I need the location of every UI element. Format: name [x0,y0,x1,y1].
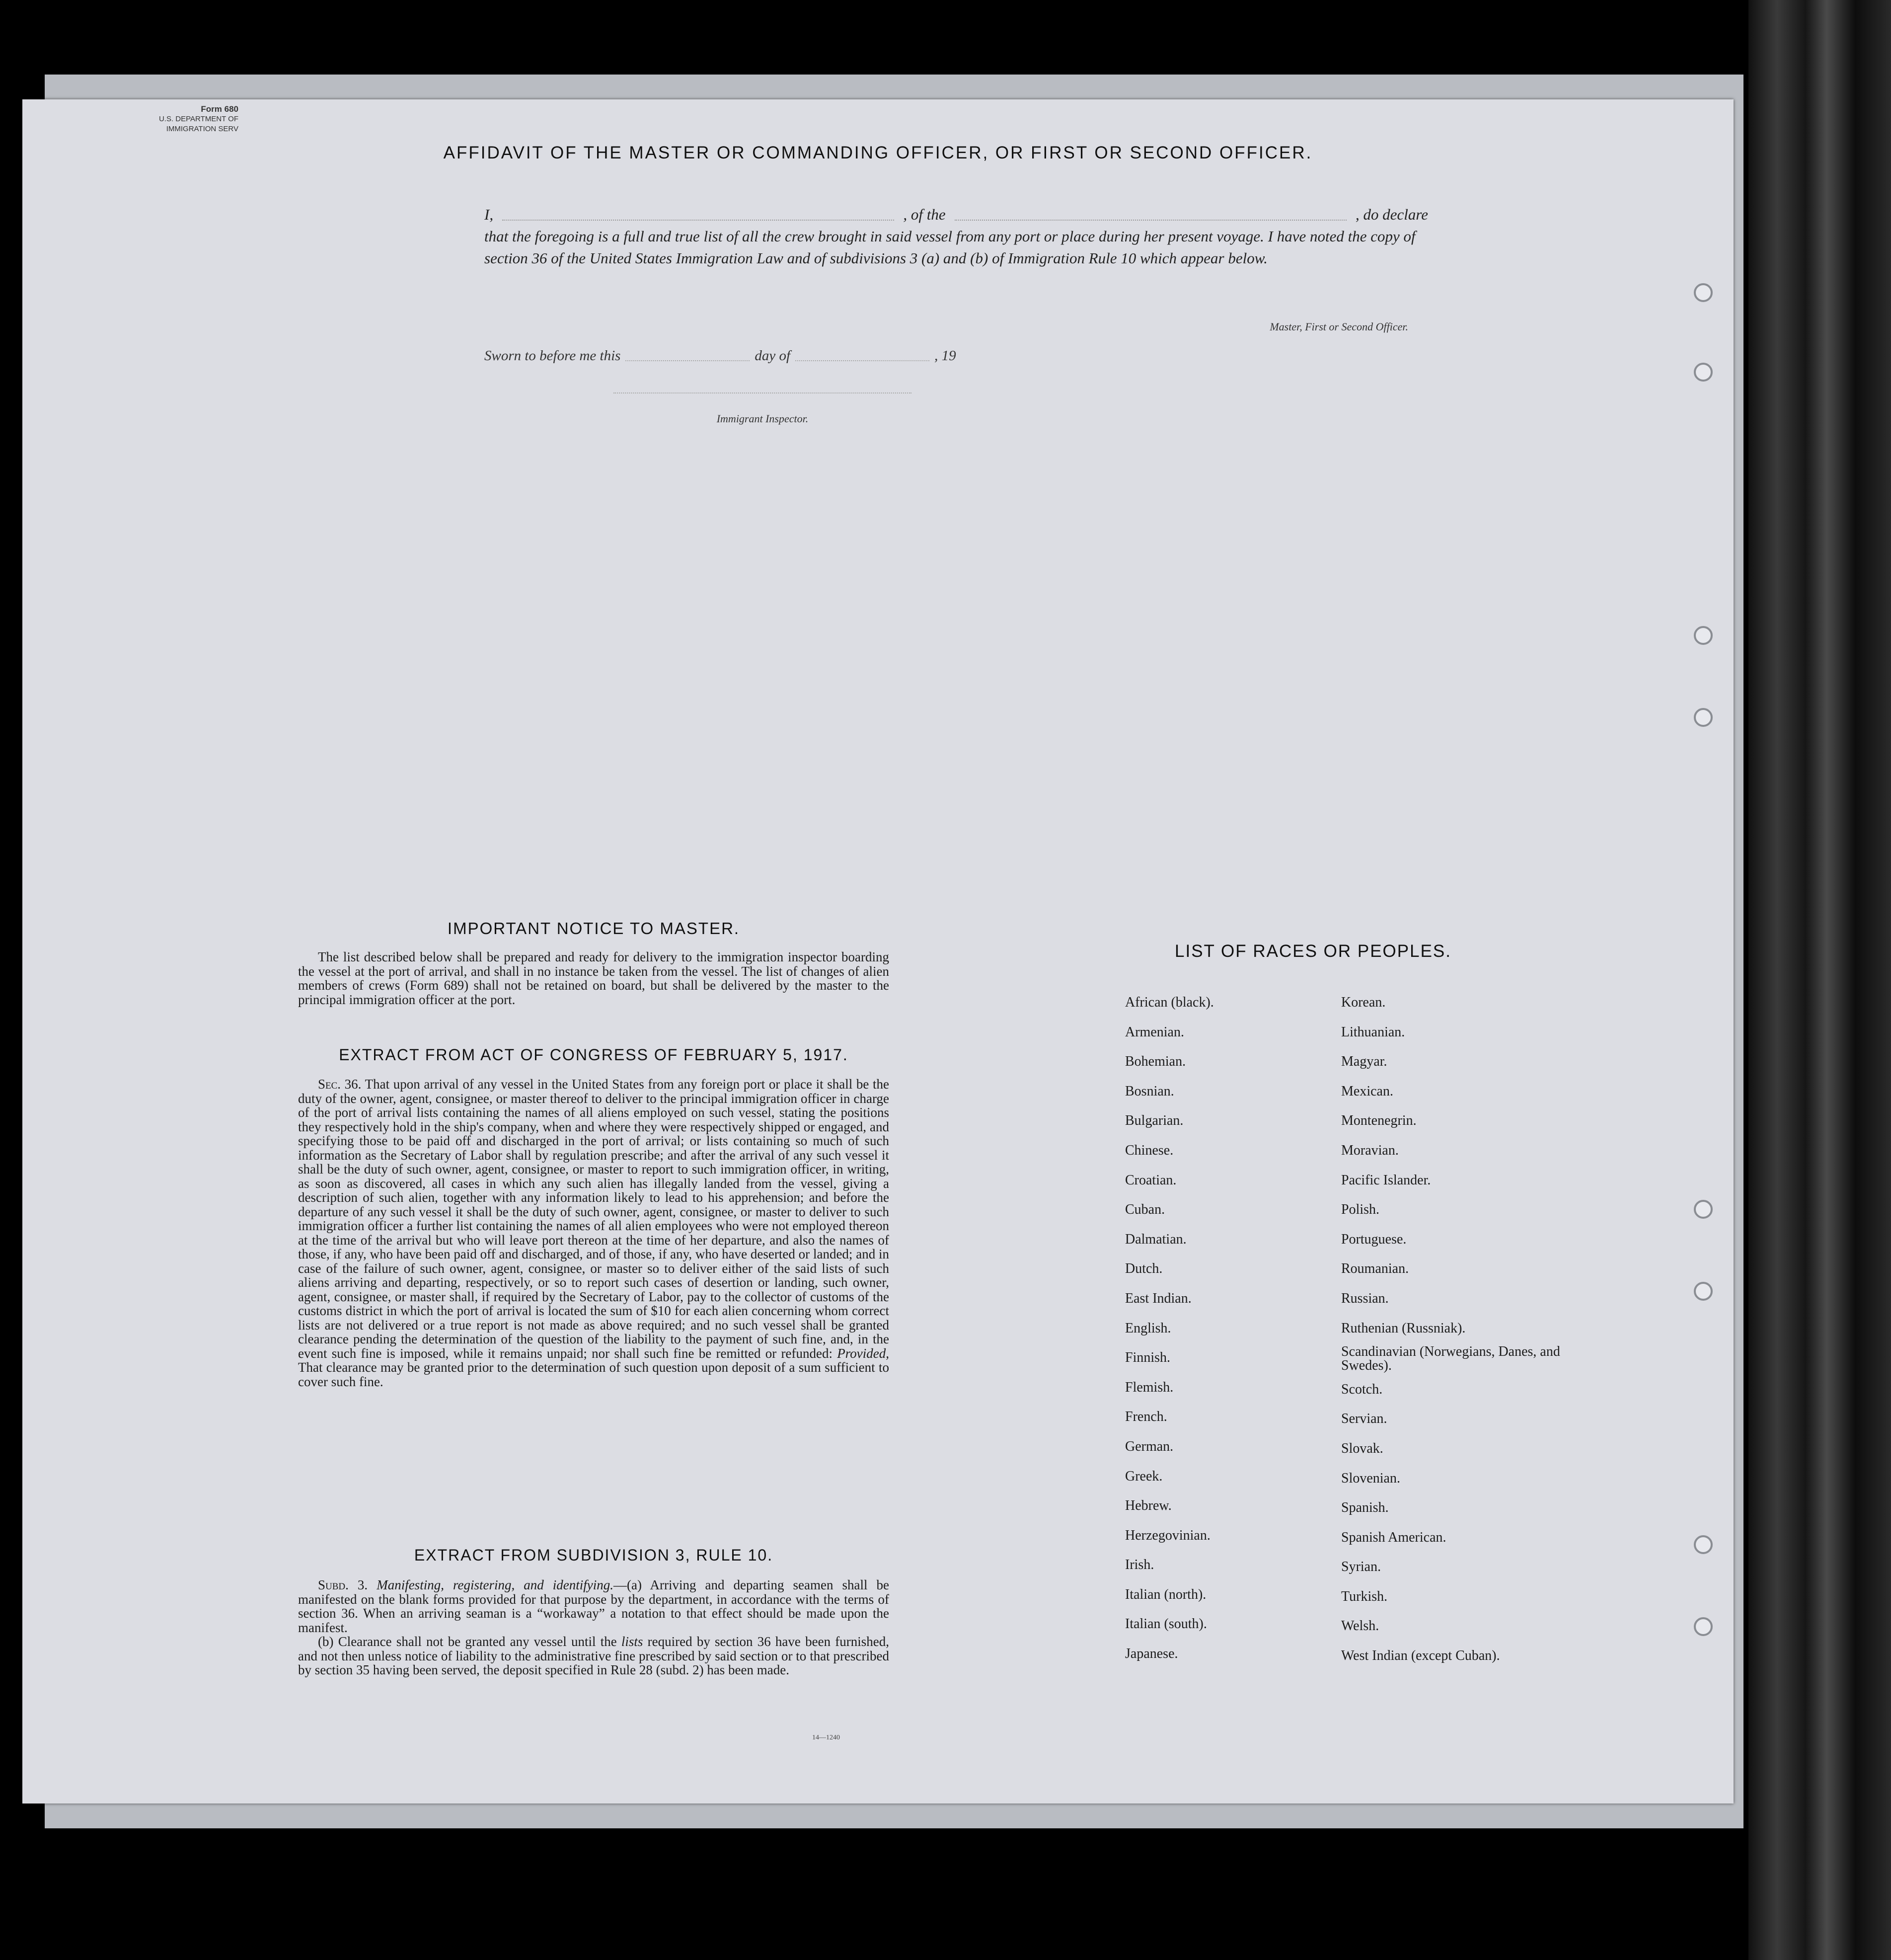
race-item: Mexican. [1341,1083,1393,1099]
race-item: English. [1125,1320,1171,1336]
race-item: Servian. [1341,1411,1387,1427]
vessel-field[interactable] [955,204,1347,221]
race-item: Welsh. [1341,1618,1379,1634]
sworn-year: , 19 [934,348,956,364]
race-item: Montenegrin. [1341,1113,1417,1129]
race-item: Spanish American. [1341,1529,1446,1545]
race-item: African (black). [1125,995,1214,1010]
form-number-block [104,104,238,134]
section-36-text [298,1077,889,1389]
race-item: Croatian. [1125,1172,1177,1188]
sworn-prefix: Sworn to before me this [484,348,621,364]
sworn-month-field[interactable] [795,355,929,361]
subd-para-b-lists: lists [621,1634,643,1649]
sworn-line [484,348,956,364]
race-item: Irish. [1125,1557,1154,1573]
binder-hole [1694,626,1713,645]
race-item: Bulgarian. [1125,1113,1184,1129]
race-item: Scotch. [1341,1381,1383,1397]
inspector-caption: Immigrant Inspector. [716,412,809,425]
subd-para-b-prefix: (b) Clearance shall not be granted any vessel until the [318,1634,617,1649]
race-item: Turkish. [1341,1588,1388,1604]
rule-extract-heading: EXTRACT FROM SUBDIVISION 3, RULE 10. [414,1546,773,1564]
binder-hole [1694,283,1713,302]
binder-hole [1694,363,1713,382]
race-item: Slovak. [1341,1440,1383,1456]
race-item: Japanese. [1125,1646,1178,1662]
decl-of-the: , of the [903,206,946,223]
decl-declare: , do declare [1355,206,1429,223]
race-item: Spanish. [1341,1500,1389,1516]
subd-para-b-rest: required by section 36 have been furnished, and not then unless notice of liability to the administrative fine prescribed by said section or to that prescribed by section 35 having been served, the deposit specified in Rule 28 (subd. 2) has been made. [298,1634,890,1677]
race-item: Scandinavian (Norwegians, Danes, and Swedes). [1341,1344,1560,1374]
binder-hole [1694,1200,1713,1219]
race-item: Flemish. [1125,1379,1174,1395]
form-page [22,99,1734,1803]
race-item: Pacific Islander. [1341,1172,1431,1188]
races-column-2 [1341,988,1570,1671]
race-item: Finnish. [1125,1350,1171,1366]
race-item: Dutch. [1125,1261,1163,1277]
race-item: Polish. [1341,1202,1380,1218]
notice-paragraph: The list described below shall be prepared and ready for delivery to the immigration inspector boarding the vessel at the port of arrival, and shall in no instance be taken from the vessel. The list of changes of alien members of crews (Form 689) shall not be retained on board, but shall be delivered by the master to the principal immigration officer at the port. [298,949,889,1007]
race-item: Italian (north). [1125,1586,1207,1602]
subd-label: Subd. 3. [318,1577,368,1592]
binder-hole [1694,1617,1713,1636]
race-item: Armenian. [1125,1024,1184,1040]
race-item: Hebrew. [1125,1498,1172,1514]
race-item: Russian. [1341,1290,1389,1306]
act-extract-heading: EXTRACT FROM ACT OF CONGRESS OF FEBRUARY 5, 1917. [339,1046,848,1064]
race-item: German. [1125,1438,1174,1454]
race-item: West Indian (except Cuban). [1341,1648,1500,1664]
race-item: Chinese. [1125,1142,1174,1158]
declaration-text: that the foregoing is a full and true list of all the crew brought in said vessel from any port or place during her present voyage. I have noted the copy of section 36 of the United States Immigration Law and of subdivisions 3 (a) and (b) of Immigration Rule 10 which appear below. [484,228,1416,267]
race-item: Lithuanian. [1341,1024,1405,1040]
sworn-day-field[interactable] [625,355,750,361]
rule-10-text [298,1578,889,1677]
section-text-b: That clearance may be granted prior to the determination of such question upon deposit of a sum sufficient to cover such fine. [298,1360,889,1389]
signature-caption: Master, First or Second Officer. [1270,320,1408,333]
form-number: Form 680 [201,104,238,114]
race-item: Magyar. [1341,1054,1387,1070]
race-item: Moravian. [1341,1142,1399,1158]
provided-word: Provided, [837,1345,890,1361]
notice-heading: IMPORTANT NOTICE TO MASTER. [447,919,740,938]
background-edge [1748,0,1891,1960]
binder-hole [1694,708,1713,727]
races-column-1 [1125,988,1354,1669]
declaration [484,204,1428,269]
race-item: French. [1125,1409,1167,1425]
race-item: Ruthenian (Russniak). [1341,1320,1466,1336]
department-line-2: IMMIGRATION SERV [166,125,238,133]
subd-title: Manifesting, registering, and identifying. [377,1577,613,1592]
race-item: Roumanian. [1341,1261,1409,1277]
race-item: Slovenian. [1341,1470,1400,1486]
race-item: Portuguese. [1341,1231,1407,1247]
race-item: Dalmatian. [1125,1231,1187,1247]
race-item: Syrian. [1341,1559,1381,1575]
department-line-1: U.S. DEPARTMENT OF [158,115,238,123]
race-item: Korean. [1341,995,1386,1010]
races-heading: LIST OF RACES OR PEOPLES. [1175,941,1452,961]
race-item: Cuban. [1125,1202,1165,1218]
race-item: Greek. [1125,1468,1163,1484]
race-item: Italian (south). [1125,1616,1207,1632]
inspector-signature-line[interactable] [613,392,911,393]
section-label: Sec. 36. [318,1077,362,1092]
name-field[interactable] [502,204,894,221]
sworn-day-of: day of [755,348,791,364]
notice-text [298,950,889,1007]
race-item: Bohemian. [1125,1054,1186,1070]
affidavit-title: AFFIDAVIT OF THE MASTER OR COMMANDING OFFICER, OR FIRST OR SECOND OFFICER. [443,143,1313,162]
print-code: 14—1240 [812,1734,840,1741]
binder-hole [1694,1535,1713,1554]
race-item: Herzegovinian. [1125,1527,1210,1543]
subd-para-a: —(a) Arriving and departing seamen shall be manifested on the blank forms provided for that purpose by the department, in accordance with the terms of section 36. When an arriving seaman is a “workaway” a notation to that effect should be made upon the manifest. [298,1577,889,1635]
decl-i: I, [484,206,494,223]
binder-hole [1694,1282,1713,1301]
section-text-a: That upon arrival of any vessel in the United States from any foreign port or place it shall be the duty of the owner, agent, consignee, or master thereof to deliver to the principal immigration officer in charge of the port of arrival lists containing the names of all aliens employed on such vessel, stating the positions they respectively hold in the ship's company, when and where they were respectively shipped or engaged, and specifying those to be paid off and discharged in the port of arrival; or lists containing so much of such information as the Secretary of Labor shall by regulation prescribe; and after the arrival of any such vessel it shall be the duty of such owner, agent, consignee, or master to report to such immigration officer, in writing, as soon as discovered, all cases in which any such alien has illegally landed from the vessel, giving a description of such alien, together with any information likely to lead to his apprehension; and before the departure of any such vessel it shall be the duty of such owner, agent, consignee, or master to deliver to such immigration officer a further list containing the names of all alien employees who were not employed thereon at the time of the arrival but who will leave port thereon at the time of her departure, and also the names of those, if any, who have been paid off and discharged, and of those, if any, who have deserted or landed; and in case of the failure of such owner, agent, consignee, or master so to deliver either of the said lists of such aliens arriving and departing, respectively, or so to report such cases of desertion or landing, such owner, agent, consignee, or master shall, if required by the Secretary of Labor, pay to the collector of customs of the customs district in which the port of arrival is located the sum of $10 for each alien concerning whom correct lists are not delivered or a true report is not made as above required; and no such vessel shall be granted clearance pending the determination of the question of the liability to the payment of such fine, and, in the event such fine is imposed, while it remains unpaid; nor shall such fine be remitted or refunded: [298,1077,889,1361]
race-item: East Indian. [1125,1290,1192,1306]
race-item: Bosnian. [1125,1083,1174,1099]
